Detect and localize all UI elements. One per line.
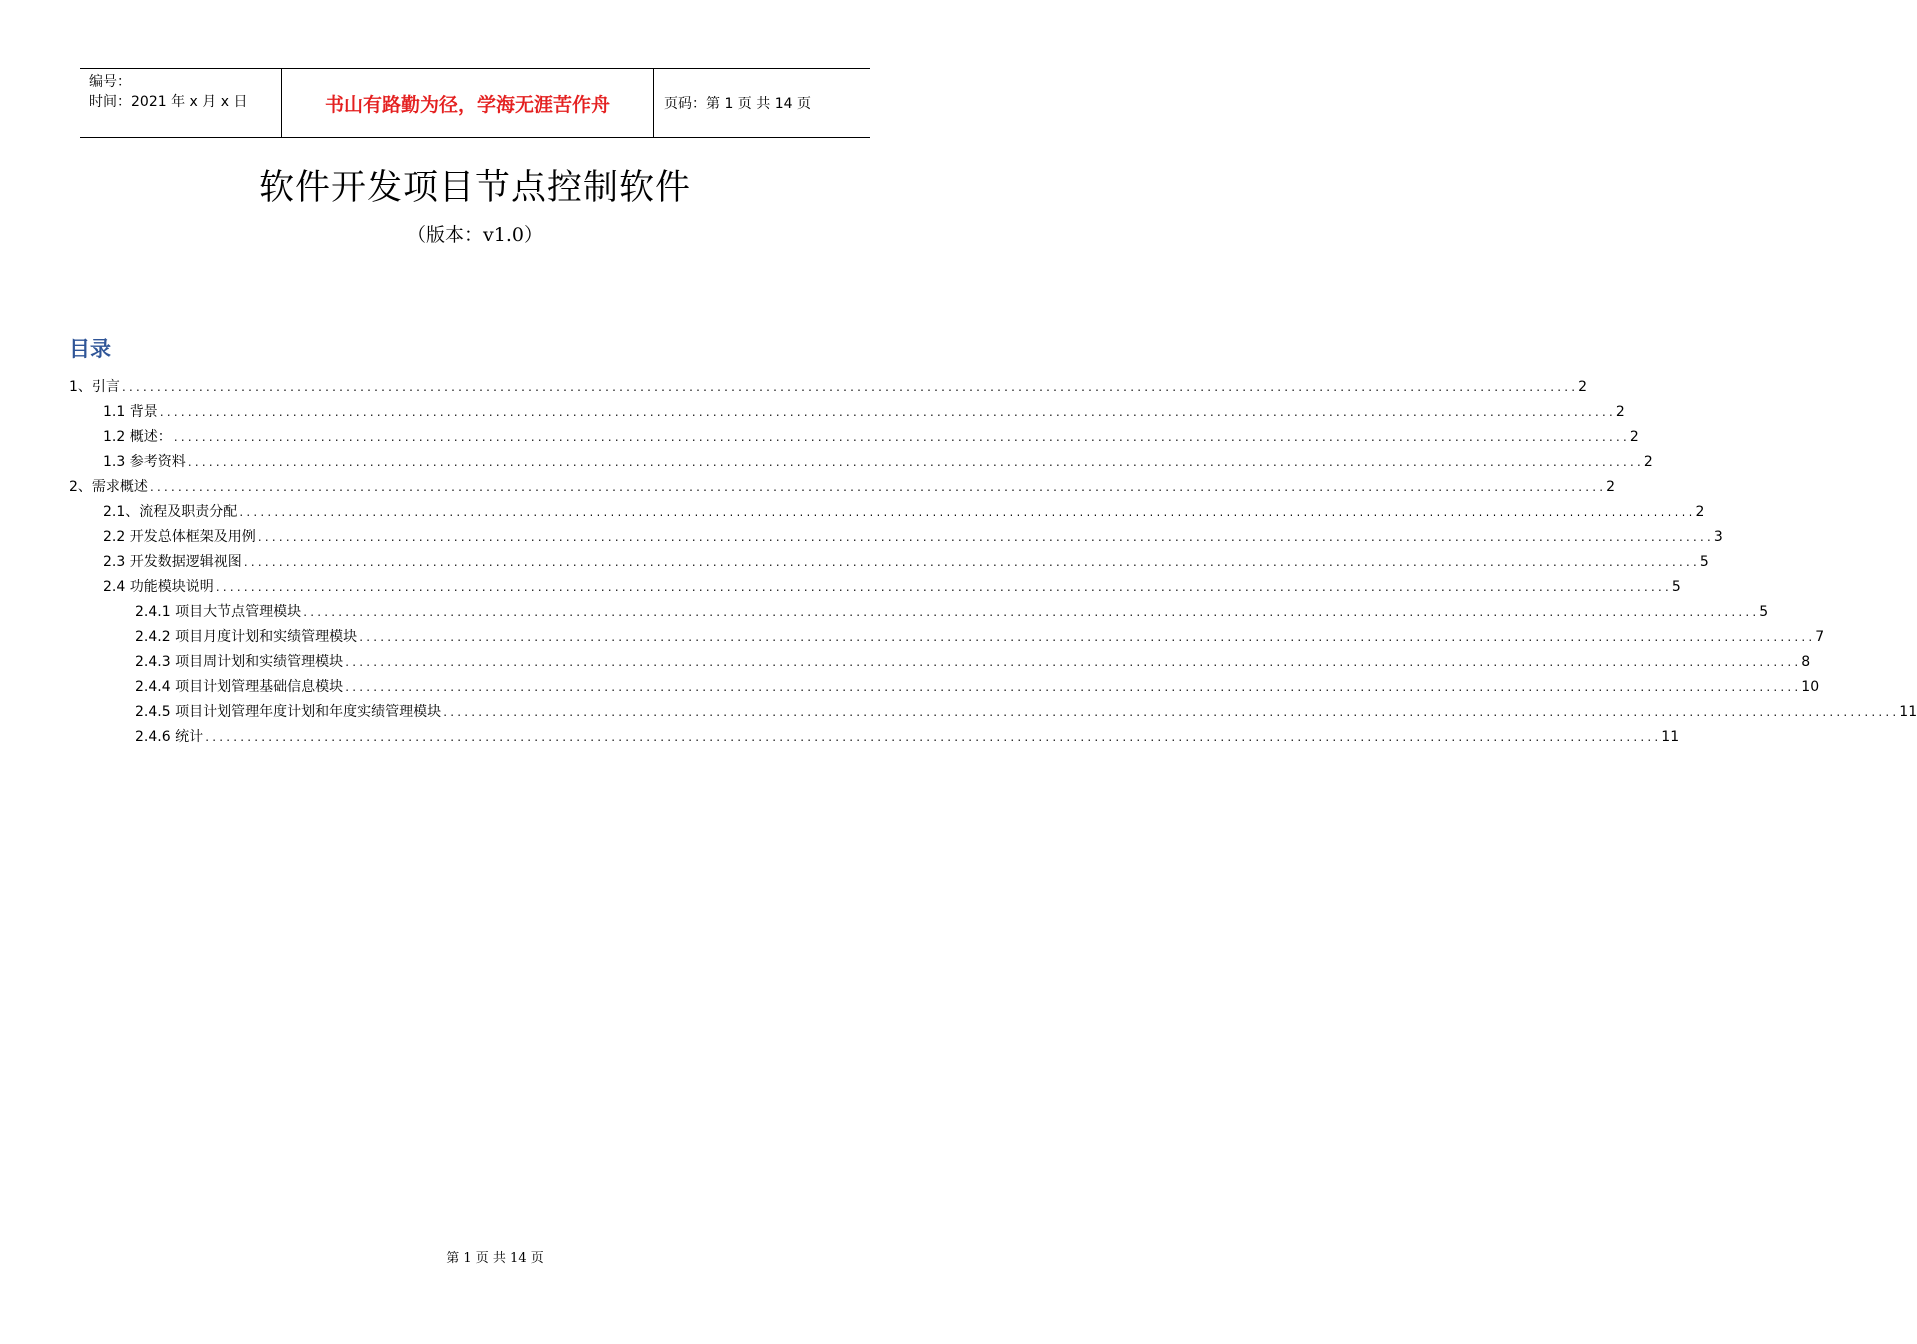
toc-entry-page: 7 bbox=[1815, 629, 1825, 645]
toc-dot-leader: ................................................................................................................................................................................................................ bbox=[148, 484, 1606, 495]
toc-dot-leader: ................................................................................................................................................................................................................ bbox=[158, 409, 1615, 420]
toc-entry[interactable] bbox=[103, 501, 1705, 525]
header-meta-cell bbox=[80, 69, 281, 137]
toc-entry-page: 5 bbox=[1759, 604, 1769, 620]
toc-dot-leader: ................................................................................................................................................................................................................ bbox=[172, 434, 1629, 445]
toc-entry-title: 需求概述 bbox=[91, 479, 148, 495]
toc-entry-title: 1.2 概述： bbox=[103, 429, 172, 445]
toc-entry-page: 10 bbox=[1801, 679, 1820, 695]
toc-entry[interactable] bbox=[103, 451, 1653, 475]
toc-entry-page: 11 bbox=[1661, 729, 1680, 745]
toc-entry-title: 1.1 背景 bbox=[103, 404, 158, 420]
toc-dot-leader: ................................................................................................................................................................................................................ bbox=[186, 459, 1643, 470]
page-footer-number: 第 1 页 共 14 页 bbox=[446, 1251, 544, 1266]
toc-entry-page: 2 bbox=[1615, 404, 1625, 420]
toc-entry-title: 2.2 开发总体框架及用例 bbox=[103, 529, 256, 545]
toc-entry[interactable] bbox=[69, 476, 1616, 500]
toc-entry[interactable] bbox=[103, 551, 1709, 575]
toc-dot-leader: ................................................................................................................................................................................................................ bbox=[344, 684, 1801, 695]
toc-entry-title: 2.1、流程及职责分配 bbox=[103, 504, 238, 520]
toc-entry[interactable] bbox=[103, 576, 1681, 600]
toc-entry[interactable] bbox=[135, 601, 1769, 625]
toc-entry-page: 5 bbox=[1699, 554, 1709, 570]
toc-entry[interactable] bbox=[69, 376, 1588, 400]
toc-dot-leader: ................................................................................................................................................................................................................ bbox=[442, 709, 1899, 720]
toc-dot-leader: ................................................................................................................................................................................................................ bbox=[358, 634, 1815, 645]
toc-entry-title: 1.3 参考资料 bbox=[103, 454, 186, 470]
page-header-table bbox=[80, 68, 870, 138]
toc-entry[interactable] bbox=[103, 401, 1625, 425]
toc-entry-title: 2.4.2 项目月度计划和实绩管理模块 bbox=[135, 629, 358, 645]
document-date-label: 时间：2021 年 x 月 x 日 bbox=[89, 94, 248, 110]
header-page-cell bbox=[654, 69, 870, 137]
toc-entry[interactable] bbox=[135, 726, 1680, 750]
toc-entry-title: 引言 bbox=[91, 379, 120, 395]
toc-entry[interactable] bbox=[135, 626, 1825, 650]
header-motto: 书山有路勤为径，学海无涯苦作舟 bbox=[324, 93, 610, 116]
toc-entry-page: 2 bbox=[1695, 504, 1705, 520]
toc-entry-page: 5 bbox=[1671, 579, 1681, 595]
toc-dot-leader: ................................................................................................................................................................................................................ bbox=[344, 659, 1801, 670]
toc-entry-page: 2 bbox=[1643, 454, 1653, 470]
toc-entry[interactable] bbox=[103, 526, 1723, 550]
toc-entry-number: 2、 bbox=[69, 479, 92, 495]
document-version: （版本：v1.0） bbox=[407, 224, 543, 246]
toc-entry-page: 2 bbox=[1578, 379, 1588, 395]
toc-entry-title: 2.4 功能模块说明 bbox=[103, 579, 214, 595]
toc-entry-title: 2.4.4 项目计划管理基础信息模块 bbox=[135, 679, 344, 695]
toc-entry-title: 2.4.3 项目周计划和实绩管理模块 bbox=[135, 654, 344, 670]
toc-entry[interactable] bbox=[135, 701, 1917, 725]
toc-entry-title: 2.4.5 项目计划管理年度计划和年度实绩管理模块 bbox=[135, 704, 442, 720]
toc-entry[interactable] bbox=[103, 426, 1639, 450]
toc-heading: 目录 bbox=[69, 337, 111, 361]
toc-dot-leader: ................................................................................................................................................................................................................ bbox=[256, 534, 1713, 545]
toc-entry-title: 2.4.6 统计 bbox=[135, 729, 204, 745]
toc-entry-page: 8 bbox=[1801, 654, 1811, 670]
document-number-label: 编号： bbox=[89, 74, 131, 90]
toc-entry-title: 2.4.1 项目大节点管理模块 bbox=[135, 604, 302, 620]
header-page-number: 页码：第 1 页 共 14 页 bbox=[664, 96, 811, 112]
header-motto-cell bbox=[281, 69, 654, 137]
toc-dot-leader: ................................................................................................................................................................................................................ bbox=[204, 734, 1661, 745]
toc-entry[interactable] bbox=[135, 676, 1820, 700]
toc-entry-page: 11 bbox=[1899, 704, 1917, 720]
toc-entry-title: 2.3 开发数据逻辑视图 bbox=[103, 554, 242, 570]
toc-dot-leader: ................................................................................................................................................................................................................ bbox=[120, 384, 1578, 395]
toc-entry-page: 2 bbox=[1606, 479, 1616, 495]
toc-entry-page: 3 bbox=[1713, 529, 1723, 545]
toc-entry-number: 1、 bbox=[69, 379, 92, 395]
toc-dot-leader: ................................................................................................................................................................................................................ bbox=[302, 609, 1759, 620]
toc-dot-leader: ................................................................................................................................................................................................................ bbox=[214, 584, 1671, 595]
toc-dot-leader: ................................................................................................................................................................................................................ bbox=[238, 509, 1695, 520]
document-title: 软件开发项目节点控制软件 bbox=[258, 168, 691, 208]
toc-dot-leader: ................................................................................................................................................................................................................ bbox=[242, 559, 1699, 570]
toc-entry-page: 2 bbox=[1629, 429, 1639, 445]
toc-entry[interactable] bbox=[135, 651, 1811, 675]
